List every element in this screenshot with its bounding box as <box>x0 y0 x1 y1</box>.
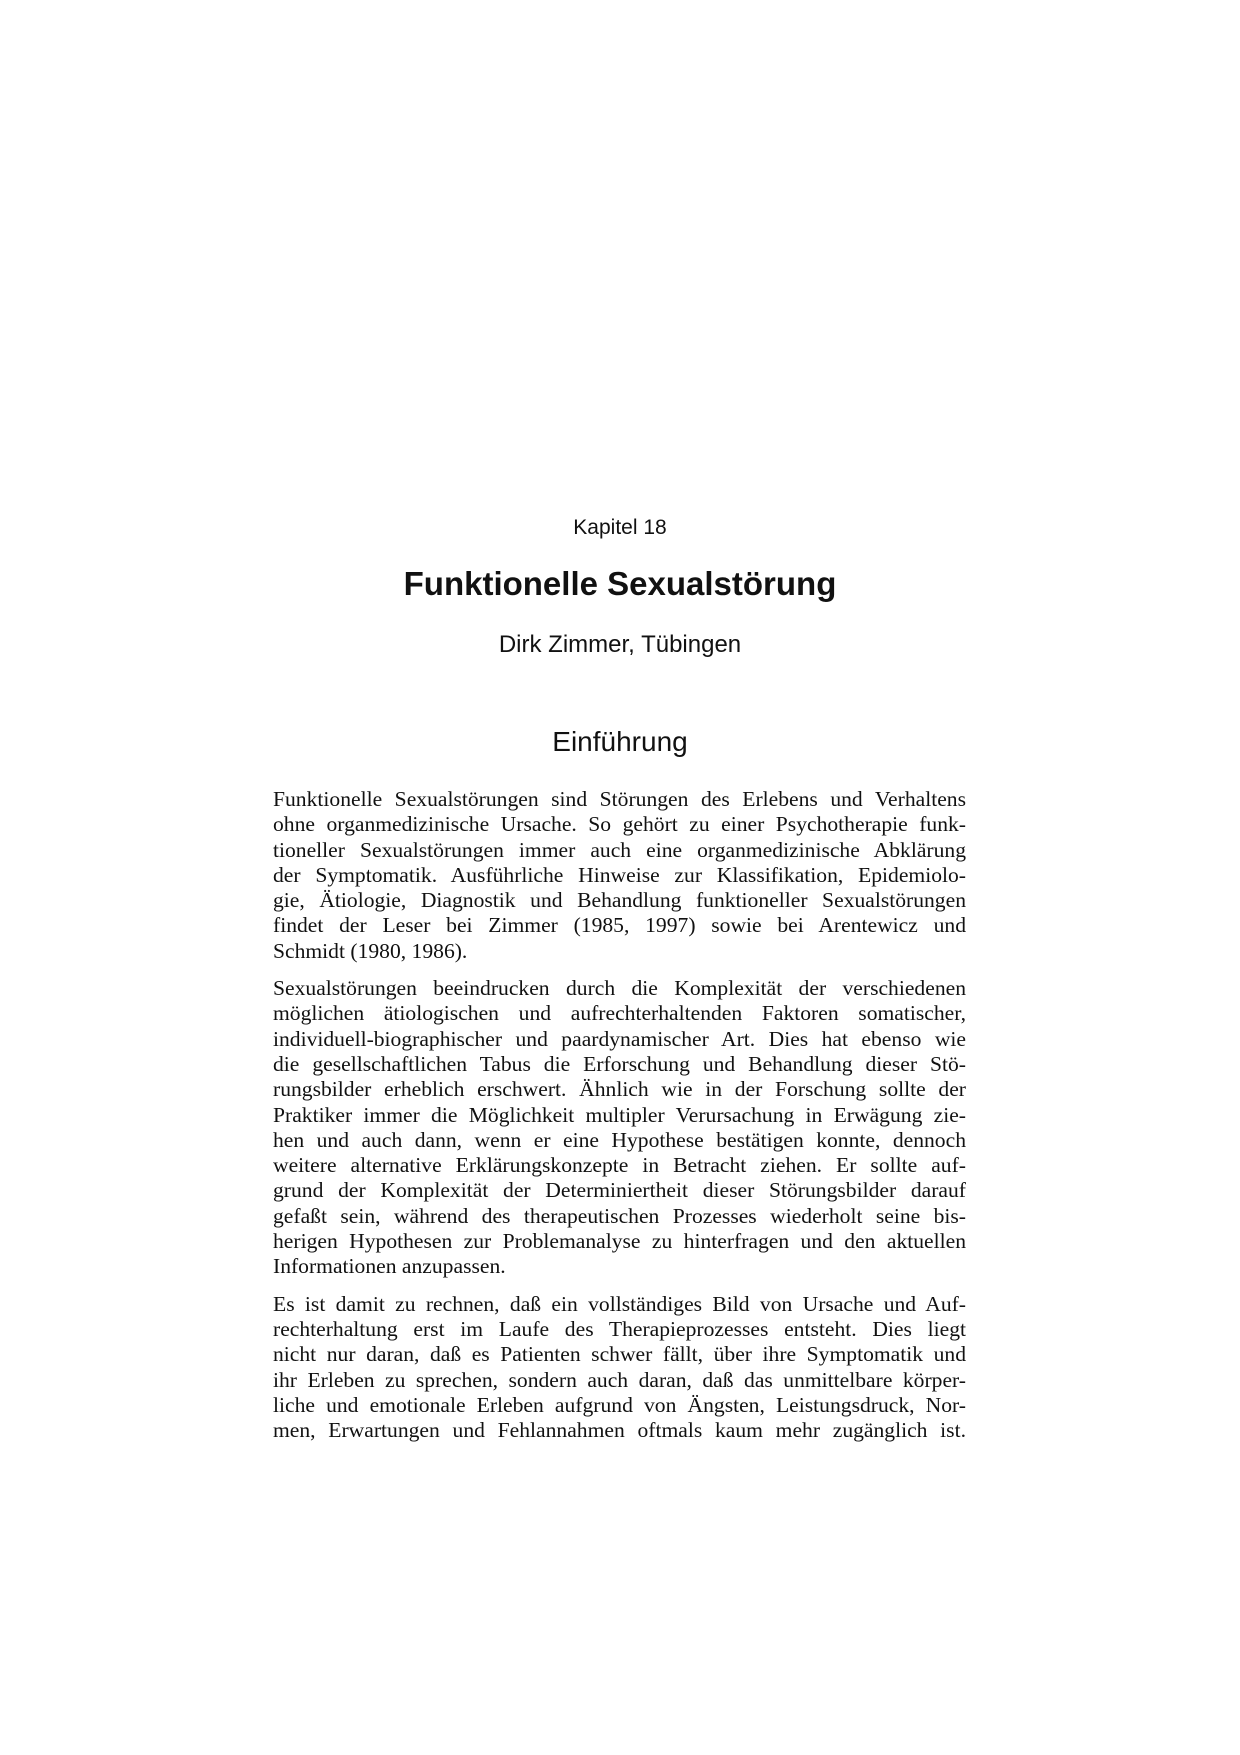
text-line: Funktionelle Sexualstörungen sind Störungen des Erlebens und Verhaltens <box>273 787 966 811</box>
text-line: Es ist damit zu rechnen, daß ein vollständiges Bild von Ursache und Auf- <box>273 1291 966 1316</box>
text-line: möglichen ätiologischen und aufrechterhaltenden Faktoren somatischer, <box>273 1001 966 1026</box>
text-line: nicht nur daran, daß es Patienten schwer fällt, über ihre Symptomatik und <box>273 1342 966 1367</box>
text-line: gefaßt sein, während des therapeutischen Prozesses wiederholt seine bis- <box>273 1203 966 1228</box>
text-line: ihr Erleben zu sprechen, sondern auch daran, daß das unmittelbare körper- <box>273 1367 966 1392</box>
text-line: der Symptomatik. Ausführliche Hinweise zur Klassifikation, Epidemiolo- <box>273 862 966 887</box>
text-line: liche und emotionale Erleben aufgrund von Ängsten, Leistungsdruck, Nor- <box>273 1392 966 1417</box>
body-text <box>273 787 966 1455</box>
text-line: ohne organmedizinische Ursache. So gehört zu einer Psychotherapie funk- <box>273 812 966 837</box>
text-line: rungsbilder erheblich erschwert. Ähnlich wie in der Forschung sollte der <box>273 1077 966 1102</box>
text-line: gie, Ätiologie, Diagnostik und Behandlung funktioneller Sexualstörungen <box>273 888 966 913</box>
text-line: tioneller Sexualstörungen immer auch eine organmedizinische Abklärung <box>273 837 966 862</box>
text-line: Sexualstörungen beeindrucken durch die Komplexität der verschiedenen <box>273 976 966 1001</box>
author-line: Dirk Zimmer, Tübingen <box>498 631 742 658</box>
paragraph <box>273 787 966 964</box>
text-line: hen und auch dann, wenn er eine Hypothese bestätigen konnte, dennoch <box>273 1127 966 1152</box>
text-line: weitere alternative Erklärungskonzepte in Betracht ziehen. Er sollte auf- <box>273 1153 966 1178</box>
paragraph <box>273 976 966 1280</box>
text-line: herigen Hypothesen zur Problemanalyse zu hinterfragen und den aktuellen <box>273 1229 966 1254</box>
text-line: die gesellschaftlichen Tabus die Erforschung und Behandlung dieser Stö- <box>273 1051 966 1076</box>
text-line: grund der Komplexität der Determiniertheit dieser Störungsbilder darauf <box>273 1178 966 1203</box>
section-heading: Einführung <box>552 726 688 757</box>
text-line: men, Erwartungen und Fehlannahmen oftmals kaum mehr zugänglich ist. <box>273 1418 966 1443</box>
paragraph <box>273 1292 966 1444</box>
text-line: rechterhaltung erst im Laufe des Therapieprozesses entsteht. Dies liegt <box>273 1316 966 1341</box>
chapter-title: Funktionelle Sexualstörung <box>403 565 837 602</box>
text-line: individuell-biographischer und paardynamischer Art. Dies hat ebenso wie <box>273 1026 966 1051</box>
text-line: Praktiker immer die Möglichkeit multipler Verursachung in Erwägung zie- <box>273 1102 966 1127</box>
text-line: Informationen anzupassen. <box>273 1254 506 1279</box>
text-line: findet der Leser bei Zimmer (1985, 1997) sowie bei Arentewicz und <box>273 913 966 938</box>
chapter-label: Kapitel 18 <box>573 516 667 539</box>
text-line: Schmidt (1980, 1986). <box>273 938 468 963</box>
